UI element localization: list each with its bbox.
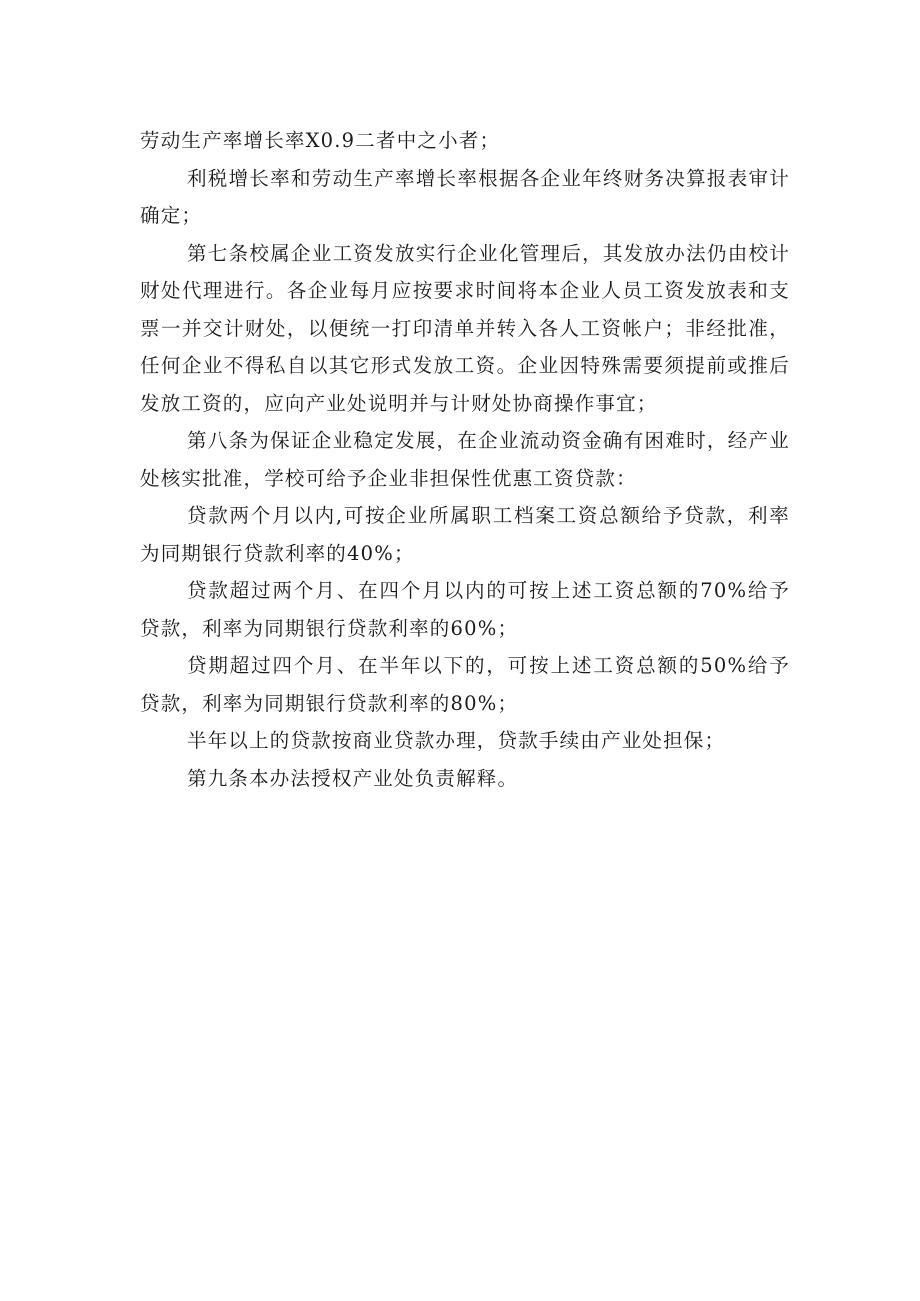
paragraph-article-9: 第九条本办法授权产业处负责解释。 <box>187 766 519 790</box>
paragraph-loan-four-months: 贷款超过两个月、在四个月以内的可按上述工资总额的70%给予贷款，利率为同期银行贷款利率的60%； <box>140 579 790 640</box>
document-body <box>140 122 790 797</box>
paragraph-labor-productivity: 劳动生产率增长率X0.9二者中之小者； <box>140 129 501 152</box>
paragraph-article-8: 第八条为保证企业稳定发展，在企业流动资金确有困难时，经产业处核实批准，学校可给予企业非担保性优惠工资贷款： <box>140 429 790 490</box>
paragraph-loan-two-months: 贷款两个月以内,可按企业所属职工档案工资总额给予贷款，利率为同期银行贷款利率的40%； <box>140 504 790 565</box>
paragraph-loan-half-year: 贷期超过四个月、在半年以下的，可按上述工资总额的50%给予贷款，利率为同期银行贷款利率的80%； <box>140 654 790 715</box>
paragraph-growth-rate-audit: 利税增长率和劳动生产率增长率根据各企业年终财务决算报表审计确定； <box>140 166 790 227</box>
paragraph-commercial-loan: 半年以上的贷款按商业贷款办理，贷款手续由产业处担保； <box>187 729 726 752</box>
paragraph-article-7: 第七条校属企业工资发放实行企业化管理后，其发放办法仍由校计财处代理进行。各企业每月应按要求时间将本企业人员工资发放表和支票一并交计财处，以便统一打印清单并转入各人工资帐户；非经批准，任何企业不得私自以其它形式发放工资。企业因特殊需要须提前或推后发放工资的，应向产业处说明并与计财处协商操作事宜； <box>140 241 790 415</box>
